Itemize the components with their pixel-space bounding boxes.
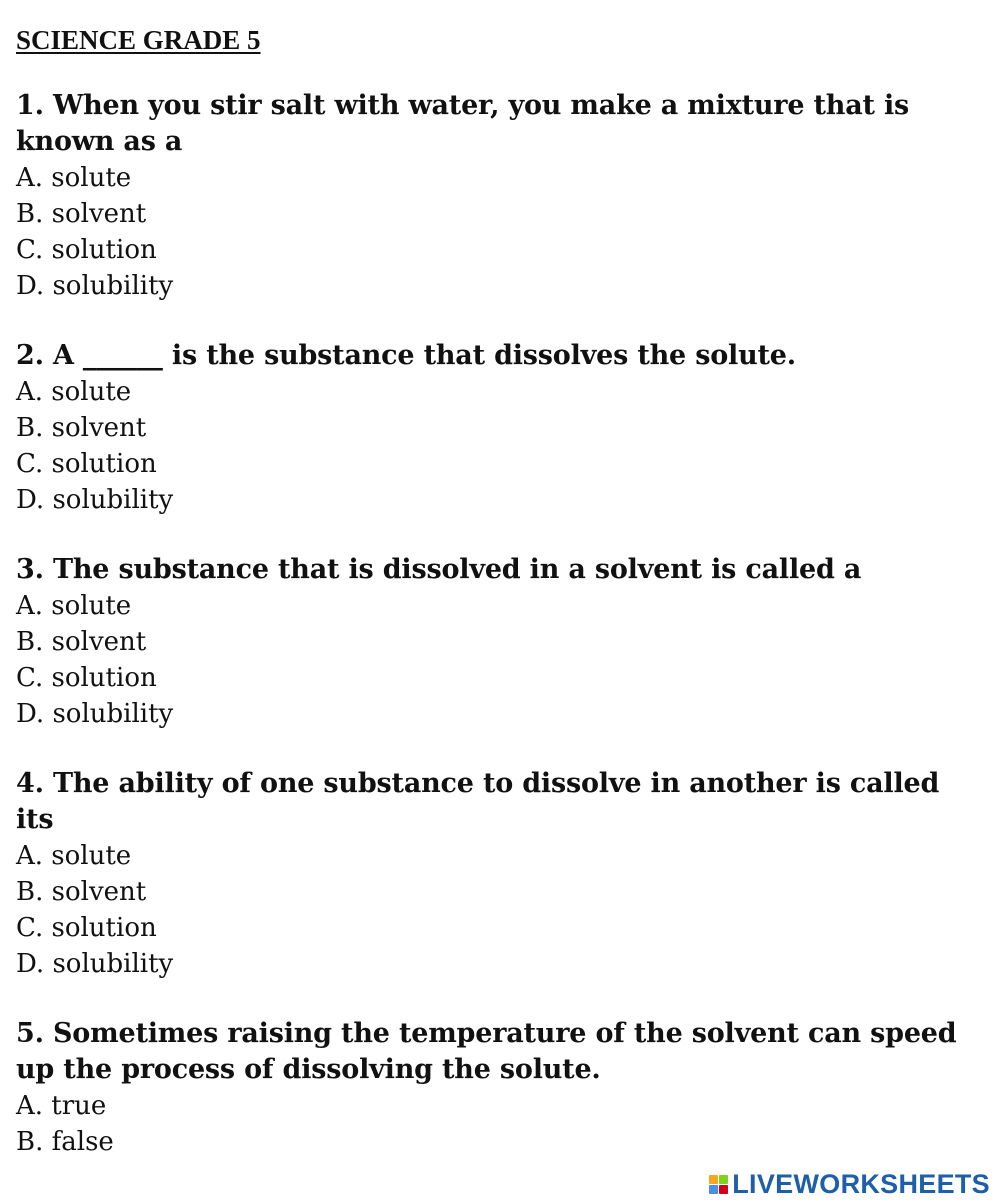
answer-option[interactable]: B. solvent	[16, 199, 147, 229]
answer-option[interactable]: B. solvent	[16, 627, 147, 657]
liveworksheets-brand	[709, 1169, 990, 1200]
answer-option[interactable]: B. false	[16, 1127, 114, 1157]
question-text: 3. The substance that is dissolved in a solvent is called a	[16, 554, 862, 585]
question-1	[16, 88, 976, 304]
answer-option[interactable]: C. solution	[16, 913, 157, 943]
question-4	[16, 766, 976, 982]
question-text: 5. Sometimes raising the temperature of the solvent can speed up the process of dissolving the solute.	[16, 1018, 957, 1085]
question-3	[16, 552, 976, 732]
question-2	[16, 338, 976, 518]
question-text: 1. When you stir salt with water, you make a mixture that is known as a	[16, 90, 910, 157]
question-5	[16, 1016, 976, 1160]
answer-option[interactable]: D. solubility	[16, 699, 174, 729]
answer-option[interactable]: A. solute	[16, 377, 132, 407]
answer-option[interactable]: B. solvent	[16, 413, 147, 443]
answer-option[interactable]: A. solute	[16, 841, 132, 871]
answer-option[interactable]: D. solubility	[16, 949, 174, 979]
answer-option[interactable]: D. solubility	[16, 485, 174, 515]
answer-option[interactable]: A. true	[16, 1091, 107, 1121]
answer-option[interactable]: C. solution	[16, 235, 157, 265]
worksheet-title: SCIENCE GRADE 5	[16, 25, 261, 55]
answer-option[interactable]: A. solute	[16, 591, 132, 621]
answer-option[interactable]: C. solution	[16, 449, 157, 479]
answer-option[interactable]: A. solute	[16, 163, 132, 193]
brand-name: LIVEWORKSHEETS	[732, 1169, 990, 1199]
question-text: 2. A ______ is the substance that dissolves the solute.	[16, 340, 796, 371]
answer-option[interactable]: C. solution	[16, 663, 157, 693]
worksheet	[16, 22, 976, 1194]
answer-option[interactable]: D. solubility	[16, 271, 174, 301]
answer-option[interactable]: B. solvent	[16, 877, 147, 907]
liveworksheets-logo-icon	[709, 1175, 728, 1194]
question-text: 4. The ability of one substance to dissolve in another is called its	[16, 768, 940, 835]
